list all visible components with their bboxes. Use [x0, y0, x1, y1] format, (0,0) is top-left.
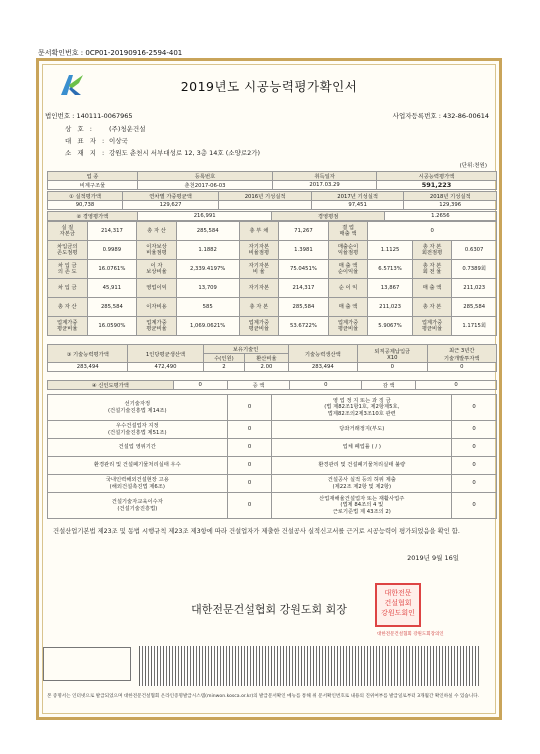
- company-info: 상 호 : (주)청운건설 대 표 자 : 이상국 소 재 지 : 강원도 춘천시 서부대성로 12, 3층 14호 (소양로2가): [65, 125, 261, 157]
- address: 강원도 춘천시 서부대성로 12, 3층 14호 (소양로2가): [109, 149, 261, 157]
- unit-label: (단위:천원): [459, 163, 487, 169]
- seal-caption: 대한전문건설협회 강원도회장의인: [377, 632, 444, 637]
- issuer-name: 대한전문건설협회 강원도회 회장: [191, 603, 347, 616]
- credibility-detail-table: [47, 394, 497, 519]
- document-number: 문서확인번호 : 0CP01-20190916-2594-401: [38, 49, 183, 57]
- performance-table: ① 실적평가액 연차별 가중평균액 2016년 기성실적 2017년 기성실적 2018년 기성실적 90,738 129,627 97,451 129,396: [47, 191, 497, 210]
- credibility-row: 건설업 영위기간 0 업체 폐업률 ( / ) 0: [48, 439, 497, 457]
- ceo-name: 이상국: [109, 137, 128, 145]
- credibility-row: 건설기술자교육이수자 (건설기술진흥법) 0 산업재해율건설업자 또는 재활사업주 (법제 84조의 4 및 근로기준법 제 43조의 2) 0: [48, 493, 497, 519]
- company-name: (주)청운건설: [109, 125, 146, 133]
- document-title: 2019년도 시공능력평가확인서: [180, 79, 358, 94]
- financial-row: 실 질 자본금 214,317 총 자 산 285,584 총 부 채 71,267 결 업 매출 액 0: [48, 222, 497, 241]
- issue-date: 2019년 9월 16일: [407, 554, 459, 562]
- financial-table: [47, 221, 497, 336]
- footer-note: 본 증명서는 인터넷으로 발급되었으며 대한전문건설협회 온라인증명발급시스템(minwon.kosca.or.kr)의 발급문서확인 메뉴를 통해 위 문서확인번호로 내용의 진위여부를 발급일로부터 3개월간 확인하실 수 있습니다.: [47, 694, 480, 699]
- registration-table: 업 종 등록번호 취득일자 시공능력평가액 비계구조물 춘천2017-06-03 2017.03.29 591,223: [47, 171, 497, 190]
- management-table: ② 경영평가액 216,991 경영평점 1.2656: [47, 211, 497, 221]
- capacity-value: 591,223: [376, 181, 496, 190]
- qr-code-box: [43, 647, 131, 681]
- financial-row: 차 입 금 45,911 영업이익 13,709 자기자본 214,317 순 이 익 13,867 매 출 액 211,023: [48, 279, 497, 298]
- certificate-frame: [36, 58, 502, 720]
- credibility-row: 우수건설업자 지정 (건설기술진흥법 제51조) 0 당좌거래정지(부도) 0: [48, 421, 497, 439]
- financial-row: 차 입 금 의 존 도 16.0761% 이 자 보상비율 2,339.4197% 자기자본 비 율 75.0451% 매 출 액 순이익율 6.5713% 총 자 본 회 전 율 0.7389회: [48, 260, 497, 279]
- corp-number: 법인번호 : 140111-0067965: [45, 112, 133, 120]
- credibility-row: 국내인력해외건설현장 고용 (해외건설촉진법 제6조) 0 건설공사 실적 등의 허위 제출 (제22조 제2항 및 제2항) 0: [48, 475, 497, 493]
- business-number: 사업자등록번호 : 432-86-00614: [392, 112, 489, 120]
- financial-row: 총 자 산 285,584 이자비용 585 총 자 본 285,584 매 출 액 211,023 총 자 본 285,584: [48, 298, 497, 317]
- credibility-row: 선기술자정 (건설기술진흥법 제14조) 0 영 업 정 지 또는 과 징 금 (법 제82조1항1호, 제2항제5호, 법제82조의2제3조10호 관련 0: [48, 395, 497, 421]
- credibility-row: 환경관리 및 건설폐기물처리실태 우수 0 환경관리 및 건설폐기물처리실태 불량 0: [48, 457, 497, 475]
- financial-row: 차입금의 존도점평 0.9989 이자보상 비율점평 1.1882 자기자본 비율점평 1.3981 매출순이 익율점평 1.1125 총 자 본 회전점평 0.6307: [48, 241, 497, 260]
- credibility-table: ④ 신인도평가액 0 증 액 0 감 액 0: [47, 380, 497, 390]
- financial-row: 업계가중 평균비율 16.0590% 업계가중 평균비율 1,069.0621% 업계가중 평균비율 53.6722% 업계가중 평균비율 5.9067% 업계가중 평균비율 1.1715회: [48, 317, 497, 336]
- official-seal-icon: 대한전문 건설협회 강원도회인: [375, 583, 421, 627]
- technical-table: ③ 기술능력평가액 1인당평균생산액 보유기술인 기술능력생산액 퇴직공제납입금 X10 최근 3년간 기술개발투자액 수(인원) 환산비율 283,494 472,490 2 2.00 283,494 0 0: [47, 344, 497, 372]
- confirmation-statement: 건설산업기본법 제23조 및 동법 시행규칙 제23조 제3항에 따라 건설업자가 제출한 건설공사 실적신고서를 근거로 시공능력이 평가되었음을 확인 함.: [53, 528, 460, 535]
- barcode-icon: [139, 646, 479, 686]
